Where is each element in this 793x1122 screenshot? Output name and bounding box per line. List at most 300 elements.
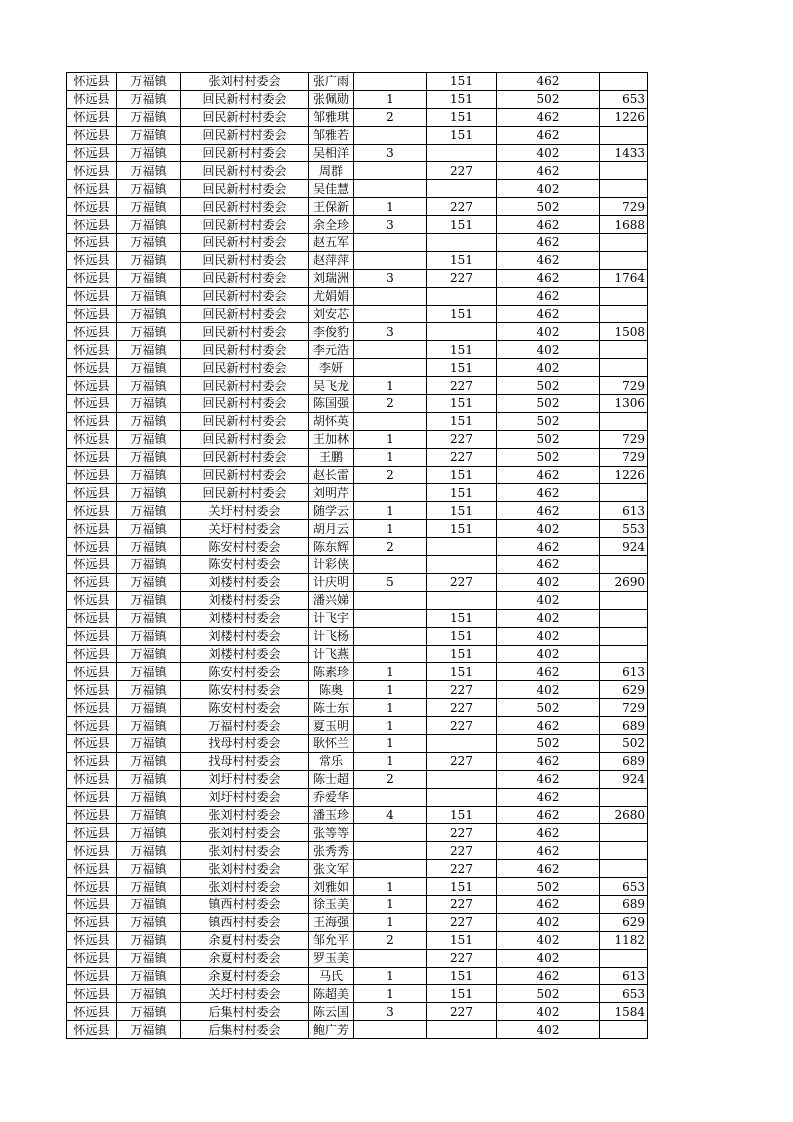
table-row [67,913,648,931]
table-row [67,1021,648,1039]
county-cell: 怀远县 [67,108,117,126]
count-cell: 3 [354,144,427,162]
amount-b-cell: 402 [497,913,600,931]
table-row [67,323,648,341]
town-cell: 万福镇 [117,108,181,126]
town-cell: 万福镇 [117,520,181,538]
name-cell: 刘安芯 [309,305,354,323]
county-cell: 怀远县 [67,287,117,305]
name-cell: 李妍 [309,359,354,377]
village-cell: 后集村村委会 [181,1003,309,1021]
name-cell: 马氏 [309,967,354,985]
village-cell: 镇西村村委会 [181,895,309,913]
amount-a-cell [427,234,497,252]
amount-b-cell: 462 [497,484,600,502]
town-cell: 万福镇 [117,502,181,520]
total-cell [600,860,648,878]
table-row [67,73,648,91]
county-cell: 怀远县 [67,609,117,627]
count-cell: 2 [354,770,427,788]
amount-a-cell [427,1021,497,1039]
amount-b-cell: 402 [497,645,600,663]
town-cell: 万福镇 [117,144,181,162]
total-cell: 629 [600,681,648,699]
county-cell: 怀远县 [67,752,117,770]
amount-b-cell: 402 [497,1021,600,1039]
total-cell [600,591,648,609]
town-cell: 万福镇 [117,627,181,645]
county-cell: 怀远县 [67,216,117,234]
table-row [67,520,648,538]
town-cell: 万福镇 [117,824,181,842]
amount-b-cell: 462 [497,538,600,556]
amount-b-cell: 502 [497,734,600,752]
county-cell: 怀远县 [67,967,117,985]
amount-b-cell: 502 [497,395,600,413]
total-cell [600,359,648,377]
amount-b-cell: 462 [497,860,600,878]
count-cell: 1 [354,717,427,735]
amount-a-cell: 151 [427,251,497,269]
village-cell: 陈安村村委会 [181,681,309,699]
amount-b-cell: 462 [497,269,600,287]
total-cell [600,645,648,663]
county-cell: 怀远县 [67,556,117,574]
count-cell: 4 [354,806,427,824]
total-cell: 689 [600,752,648,770]
village-cell: 回民新村村委会 [181,144,309,162]
town-cell: 万福镇 [117,430,181,448]
town-cell: 万福镇 [117,466,181,484]
village-cell: 张刘村村委会 [181,824,309,842]
amount-b-cell: 462 [497,895,600,913]
count-cell: 1 [354,681,427,699]
town-cell: 万福镇 [117,699,181,717]
amount-b-cell: 502 [497,377,600,395]
village-cell: 回民新村村委会 [181,126,309,144]
table-row [67,412,648,430]
town-cell: 万福镇 [117,949,181,967]
name-cell: 吴飞龙 [309,377,354,395]
amount-a-cell: 227 [427,269,497,287]
count-cell: 1 [354,448,427,466]
total-cell: 689 [600,717,648,735]
county-cell: 怀远县 [67,502,117,520]
amount-b-cell: 502 [497,448,600,466]
name-cell: 计飞宇 [309,609,354,627]
amount-a-cell: 151 [427,878,497,896]
name-cell: 王加林 [309,430,354,448]
amount-a-cell: 151 [427,126,497,144]
name-cell: 徐玉美 [309,895,354,913]
count-cell [354,949,427,967]
total-cell [600,305,648,323]
amount-a-cell: 227 [427,913,497,931]
village-cell: 张刘村村委会 [181,806,309,824]
name-cell: 赵萍萍 [309,251,354,269]
count-cell [354,645,427,663]
name-cell: 胡月云 [309,520,354,538]
county-cell: 怀远县 [67,734,117,752]
table-row [67,144,648,162]
count-cell: 3 [354,269,427,287]
amount-a-cell: 151 [427,645,497,663]
county-cell: 怀远县 [67,90,117,108]
amount-a-cell [427,144,497,162]
total-cell: 1688 [600,216,648,234]
village-cell: 陈安村村委会 [181,699,309,717]
county-cell: 怀远县 [67,466,117,484]
total-cell [600,73,648,91]
village-cell: 回民新村村委会 [181,412,309,430]
town-cell: 万福镇 [117,538,181,556]
table-row [67,931,648,949]
count-cell [354,824,427,842]
table-row [67,609,648,627]
name-cell: 计飞燕 [309,645,354,663]
total-cell: 613 [600,663,648,681]
village-cell: 回民新村村委会 [181,359,309,377]
county-cell: 怀远县 [67,251,117,269]
table-row [67,752,648,770]
county-cell: 怀远县 [67,198,117,216]
amount-b-cell: 462 [497,305,600,323]
town-cell: 万福镇 [117,341,181,359]
name-cell: 李俊豹 [309,323,354,341]
total-cell: 502 [600,734,648,752]
county-cell: 怀远县 [67,448,117,466]
table-row [67,198,648,216]
name-cell: 王保新 [309,198,354,216]
village-cell: 回民新村村委会 [181,287,309,305]
village-cell: 回民新村村委会 [181,198,309,216]
amount-a-cell: 227 [427,198,497,216]
amount-a-cell: 151 [427,609,497,627]
county-cell: 怀远县 [67,931,117,949]
county-cell: 怀远县 [67,484,117,502]
table-row [67,573,648,591]
table-row [67,305,648,323]
total-cell [600,251,648,269]
total-cell: 1584 [600,1003,648,1021]
name-cell: 陈奥 [309,681,354,699]
village-cell: 刘楼村村委会 [181,627,309,645]
county-cell: 怀远县 [67,538,117,556]
county-cell: 怀远县 [67,359,117,377]
amount-b-cell: 402 [497,323,600,341]
name-cell: 吴相洋 [309,144,354,162]
table-row [67,430,648,448]
county-cell: 怀远县 [67,1021,117,1039]
amount-a-cell [427,323,497,341]
name-cell: 计飞杨 [309,627,354,645]
county-cell: 怀远县 [67,627,117,645]
total-cell [600,484,648,502]
amount-b-cell: 462 [497,717,600,735]
village-cell: 刘楼村村委会 [181,591,309,609]
count-cell [354,359,427,377]
village-cell: 万福村村委会 [181,717,309,735]
village-cell: 张刘村村委会 [181,878,309,896]
total-cell: 553 [600,520,648,538]
total-cell: 1226 [600,466,648,484]
name-cell: 邹允平 [309,931,354,949]
town-cell: 万福镇 [117,323,181,341]
county-cell: 怀远县 [67,305,117,323]
village-cell: 余夏村村委会 [181,967,309,985]
county-cell: 怀远县 [67,860,117,878]
county-cell: 怀远县 [67,126,117,144]
name-cell: 吴佳慧 [309,180,354,198]
total-cell [600,788,648,806]
table-row [67,878,648,896]
village-cell: 回民新村村委会 [181,162,309,180]
count-cell [354,412,427,430]
table-row [67,663,648,681]
amount-a-cell: 151 [427,216,497,234]
amount-a-cell: 151 [427,73,497,91]
count-cell: 1 [354,699,427,717]
county-cell: 怀远县 [67,162,117,180]
count-cell: 2 [354,466,427,484]
count-cell: 3 [354,323,427,341]
name-cell: 张广雨 [309,73,354,91]
village-cell: 镇西村村委会 [181,913,309,931]
county-cell: 怀远县 [67,985,117,1003]
amount-b-cell: 462 [497,556,600,574]
town-cell: 万福镇 [117,717,181,735]
amount-a-cell: 151 [427,395,497,413]
name-cell: 邹雅若 [309,126,354,144]
table-row [67,448,648,466]
table-row [67,985,648,1003]
count-cell: 1 [354,377,427,395]
county-cell: 怀远县 [67,341,117,359]
total-cell [600,287,648,305]
amount-b-cell: 462 [497,806,600,824]
table-row [67,824,648,842]
table-row [67,180,648,198]
village-cell: 余夏村村委会 [181,949,309,967]
county-cell: 怀远县 [67,681,117,699]
amount-a-cell: 151 [427,627,497,645]
count-cell: 1 [354,913,427,931]
count-cell [354,842,427,860]
amount-a-cell: 227 [427,895,497,913]
town-cell: 万福镇 [117,251,181,269]
amount-a-cell: 227 [427,430,497,448]
amount-a-cell: 151 [427,502,497,520]
amount-b-cell: 402 [497,144,600,162]
table-row [67,627,648,645]
total-cell: 729 [600,699,648,717]
village-cell: 余夏村村委会 [181,931,309,949]
name-cell: 计庆明 [309,573,354,591]
town-cell: 万福镇 [117,216,181,234]
count-cell: 1 [354,198,427,216]
town-cell: 万福镇 [117,663,181,681]
amount-b-cell: 462 [497,466,600,484]
total-cell [600,609,648,627]
total-cell: 1433 [600,144,648,162]
table-row [67,842,648,860]
village-cell: 刘楼村村委会 [181,573,309,591]
total-cell [600,842,648,860]
table-row [67,681,648,699]
amount-b-cell: 462 [497,663,600,681]
amount-b-cell: 462 [497,234,600,252]
town-cell: 万福镇 [117,395,181,413]
name-cell: 刘明芹 [309,484,354,502]
total-cell: 729 [600,377,648,395]
town-cell: 万福镇 [117,162,181,180]
town-cell: 万福镇 [117,448,181,466]
village-cell: 回民新村村委会 [181,466,309,484]
village-cell: 张刘村村委会 [181,73,309,91]
amount-a-cell: 151 [427,90,497,108]
county-cell: 怀远县 [67,878,117,896]
town-cell: 万福镇 [117,126,181,144]
table-row [67,860,648,878]
table-row [67,538,648,556]
village-cell: 刘楼村村委会 [181,609,309,627]
village-cell: 刘楼村村委会 [181,645,309,663]
amount-a-cell: 151 [427,412,497,430]
amount-a-cell: 151 [427,466,497,484]
county-cell: 怀远县 [67,591,117,609]
count-cell: 2 [354,108,427,126]
table-row [67,717,648,735]
name-cell: 刘雅如 [309,878,354,896]
county-cell: 怀远县 [67,842,117,860]
amount-a-cell: 227 [427,824,497,842]
total-cell [600,949,648,967]
name-cell: 邹雅琪 [309,108,354,126]
total-cell: 1226 [600,108,648,126]
amount-b-cell: 462 [497,126,600,144]
table-row [67,341,648,359]
amount-a-cell [427,180,497,198]
amount-a-cell: 227 [427,1003,497,1021]
count-cell [354,1021,427,1039]
count-cell [354,287,427,305]
count-cell: 3 [354,1003,427,1021]
table-row [67,788,648,806]
total-cell [600,126,648,144]
village-cell: 关圩村村委会 [181,985,309,1003]
town-cell: 万福镇 [117,269,181,287]
table-row [67,699,648,717]
count-cell [354,788,427,806]
town-cell: 万福镇 [117,734,181,752]
amount-b-cell: 462 [497,752,600,770]
county-cell: 怀远县 [67,663,117,681]
county-cell: 怀远县 [67,824,117,842]
count-cell: 2 [354,395,427,413]
village-cell: 回民新村村委会 [181,430,309,448]
county-cell: 怀远县 [67,269,117,287]
table-row [67,734,648,752]
town-cell: 万福镇 [117,198,181,216]
total-cell: 2690 [600,573,648,591]
name-cell: 乔爱华 [309,788,354,806]
village-cell: 回民新村村委会 [181,108,309,126]
amount-a-cell: 151 [427,663,497,681]
count-cell: 1 [354,520,427,538]
village-cell: 回民新村村委会 [181,269,309,287]
count-cell [354,180,427,198]
amount-a-cell: 151 [427,985,497,1003]
amount-a-cell [427,734,497,752]
village-cell: 刘圩村村委会 [181,788,309,806]
name-cell: 随学云 [309,502,354,520]
town-cell: 万福镇 [117,234,181,252]
town-cell: 万福镇 [117,681,181,699]
table-row [67,359,648,377]
village-cell: 回民新村村委会 [181,251,309,269]
count-cell [354,126,427,144]
village-cell: 回民新村村委会 [181,448,309,466]
village-cell: 陈安村村委会 [181,538,309,556]
town-cell: 万福镇 [117,842,181,860]
town-cell: 万福镇 [117,913,181,931]
amount-b-cell: 502 [497,430,600,448]
name-cell: 耿怀兰 [309,734,354,752]
amount-b-cell: 502 [497,90,600,108]
village-cell: 回民新村村委会 [181,234,309,252]
amount-a-cell [427,538,497,556]
county-cell: 怀远县 [67,412,117,430]
name-cell: 赵五军 [309,234,354,252]
village-cell: 回民新村村委会 [181,484,309,502]
amount-b-cell: 462 [497,967,600,985]
town-cell: 万福镇 [117,878,181,896]
county-cell: 怀远县 [67,895,117,913]
table-row [67,90,648,108]
county-cell: 怀远县 [67,395,117,413]
count-cell [354,341,427,359]
total-cell [600,1021,648,1039]
amount-a-cell: 227 [427,949,497,967]
total-cell: 629 [600,913,648,931]
town-cell: 万福镇 [117,1003,181,1021]
total-cell: 1182 [600,931,648,949]
total-cell: 653 [600,90,648,108]
amount-a-cell: 151 [427,484,497,502]
village-cell: 关圩村村委会 [181,520,309,538]
count-cell [354,251,427,269]
table-row [67,234,648,252]
total-cell: 613 [600,967,648,985]
name-cell: 罗玉美 [309,949,354,967]
village-cell: 回民新村村委会 [181,323,309,341]
amount-b-cell: 502 [497,198,600,216]
count-cell: 1 [354,734,427,752]
table-row [67,466,648,484]
table-row [67,162,648,180]
village-cell: 回民新村村委会 [181,395,309,413]
total-cell [600,412,648,430]
county-cell: 怀远县 [67,788,117,806]
county-cell: 怀远县 [67,699,117,717]
amount-b-cell: 462 [497,502,600,520]
count-cell: 2 [354,538,427,556]
total-cell [600,162,648,180]
village-cell: 回民新村村委会 [181,341,309,359]
total-cell: 924 [600,770,648,788]
village-cell: 刘圩村村委会 [181,770,309,788]
name-cell: 潘兴娣 [309,591,354,609]
